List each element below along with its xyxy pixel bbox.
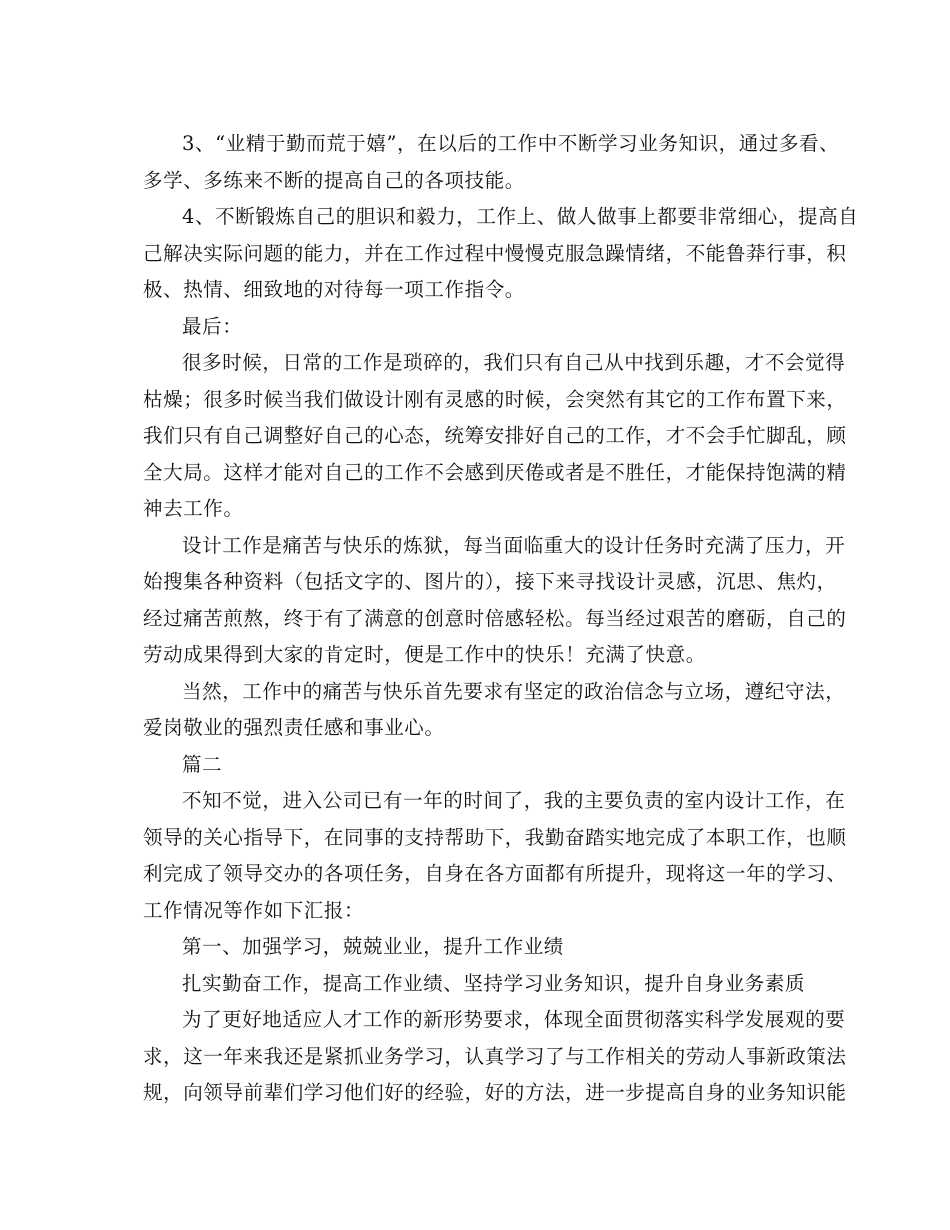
paragraph-line: 当然，工作中的痛苦与快乐首先要求有坚定的政治信念与立场，遵纪守法， bbox=[182, 679, 846, 703]
paragraph-line: 不知不觉，进入公司已有一年的时间了，我的主要负责的室内设计工作，在 bbox=[182, 789, 846, 812]
paragraph-line: 很多时候，日常的工作是琐碎的，我们只有自己从中找到乐趣，才不会觉得 bbox=[182, 351, 846, 374]
paragraph-line: 劳动成果得到大家的肯定时，便是工作中的快乐！充满了快意。 bbox=[143, 643, 706, 666]
paragraph-line: 利完成了领导交办的各项任务，自身在各方面都有所提升，现将这一年的学习、 bbox=[143, 862, 847, 885]
paragraph-design-work bbox=[143, 528, 847, 674]
subheading-first bbox=[143, 929, 808, 966]
paragraph-one-year-summary bbox=[143, 783, 847, 929]
paragraph-line: 扎实勤奋工作，提高工作业绩、坚持学习业务知识，提升自身业务素质 bbox=[182, 971, 806, 995]
paragraph-line: 我们只有自己调整好自己的心态，统筹安排好自己的工作，才不会手忙脚乱，顾 bbox=[143, 424, 847, 447]
paragraph-line: 多学、多练来不断的提高自己的各项技能。 bbox=[143, 168, 525, 192]
paragraph-line: 爱岗敬业的强烈责任感和事业心。 bbox=[143, 716, 445, 739]
paragraph-line: 己解决实际问题的能力，并在工作过程中慢慢克服急躁情绪，不能鲁莽行事，积 bbox=[143, 241, 847, 265]
paragraph-line: 极、热情、细致地的对待每一项工作指令。 bbox=[143, 278, 525, 301]
paragraph-line: 第一、加强学习，兢兢业业，提升工作业绩 bbox=[182, 935, 564, 958]
paragraph-line: 为了更好地适应人才工作的新形势要求，体现全面贯彻落实科学发展观的要 bbox=[182, 1008, 846, 1031]
closing-heading bbox=[143, 309, 808, 346]
paragraph-line: 求，这一年来我还是紧抓业务学习，认真学习了与工作相关的劳动人事新政策法 bbox=[143, 1044, 847, 1068]
paragraph-line: 设计工作是痛苦与快乐的炼狱，每当面临重大的设计任务时充满了压力，开 bbox=[182, 533, 846, 557]
paragraph-line: 始搜集各种资料（包括文字的、图片的），接下来寻找设计灵感，沉思、焦灼， bbox=[143, 570, 837, 593]
section-heading-part-two bbox=[143, 747, 808, 784]
paragraph-line: 工作情况等作如下汇报： bbox=[143, 898, 365, 922]
paragraph-daily-work bbox=[143, 345, 847, 528]
paragraph-line: 全大局。这样才能对自己的工作不会感到厌倦或者是不胜任，才能保持饱满的精 bbox=[143, 460, 847, 484]
paragraph-line: 篇二 bbox=[182, 752, 223, 776]
paragraph-line: 枯燥；很多时候当我们做设计刚有灵感的时候，会突然有其它的工作布置下来， bbox=[143, 387, 847, 411]
paragraph-item-4 bbox=[143, 199, 859, 309]
paragraph-line: 领导的关心指导下，在同事的支持帮助下，我勤奋踏实地完成了本职工作，也顺 bbox=[143, 825, 847, 849]
paragraph-line: 经过痛苦煎熬，终于有了满意的创意时倍感轻松。每当经过艰苦的磨砺，自己的 bbox=[143, 606, 847, 630]
paragraph-line: 4、不断锻炼自己的胆识和毅力，工作上、做人做事上都要非常细心，提高自 bbox=[182, 205, 859, 228]
paragraph-study-policy bbox=[143, 1002, 847, 1112]
paragraph-line: 最后： bbox=[182, 314, 243, 338]
paragraph-item-3 bbox=[143, 126, 840, 199]
paragraph-line: 3、“业精于勤而荒于嬉”，在以后的工作中不断学习业务知识，通过多看、 bbox=[182, 132, 840, 155]
paragraph-political-belief bbox=[143, 674, 846, 747]
paragraph-line: 规，向领导前辈们学习他们好的经验，好的方法，进一步提高自身的业务知识能 bbox=[143, 1081, 847, 1104]
subheading-work-diligently bbox=[143, 966, 808, 1003]
document-body bbox=[143, 126, 859, 1112]
paragraph-line: 神去工作。 bbox=[143, 497, 244, 520]
